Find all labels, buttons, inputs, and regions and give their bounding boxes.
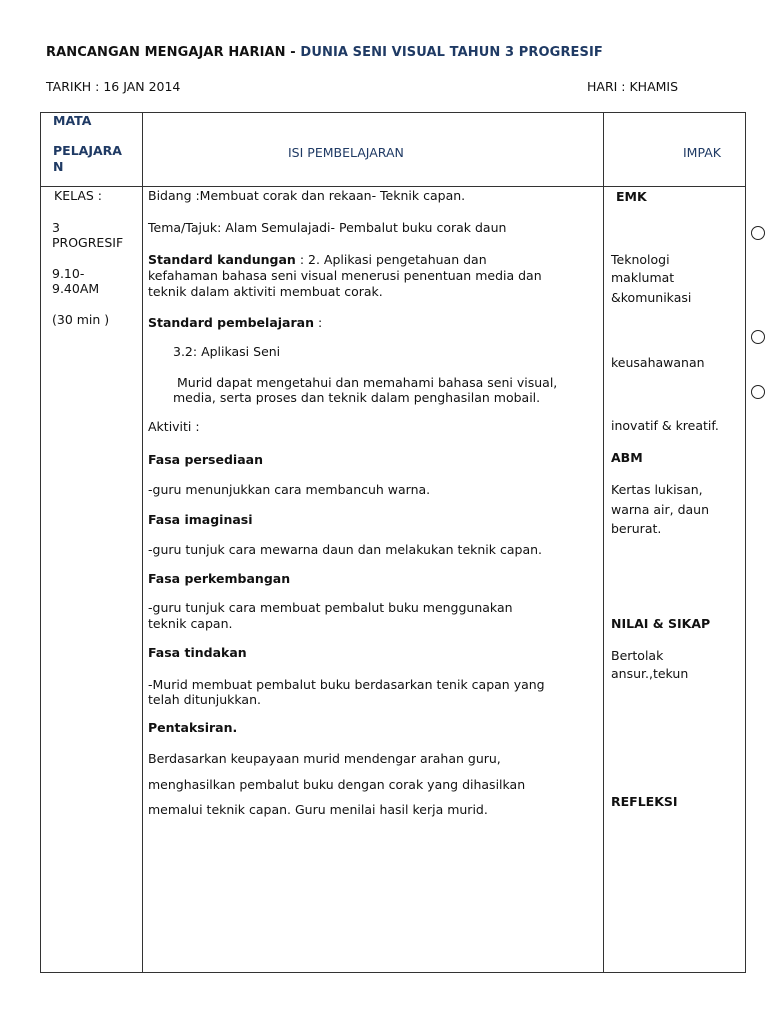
time-line1: 9.10- xyxy=(52,266,85,281)
abm-line1: Kertas lukisan, xyxy=(611,482,703,497)
fasa-perkembangan-title: Fasa perkembangan xyxy=(148,571,291,586)
sp-desc-line2: media, serta proses dan teknik dalam penghasilan mobail. xyxy=(173,390,541,405)
fasa-persediaan-title: Fasa persediaan xyxy=(148,452,263,467)
fasa-tindakan-line1: -Murid membuat pembalut buku berdasarkan tenik capan yang xyxy=(148,677,545,692)
nilai-line2: ansur.,tekun xyxy=(611,666,689,681)
emk-line2: maklumat xyxy=(611,270,675,285)
abm-title: ABM xyxy=(611,450,643,465)
bidang-text: Bidang :Membuat corak dan rekaan- Teknik capan. xyxy=(148,188,466,203)
time-line2: 9.40AM xyxy=(52,281,100,296)
day-field: HARI : KHAMIS xyxy=(587,79,679,94)
document-title xyxy=(46,45,603,60)
inovatif: inovatif & kreatif. xyxy=(611,418,719,433)
fasa-imaginasi-title: Fasa imaginasi xyxy=(148,512,253,527)
emk-title: EMK xyxy=(616,189,647,204)
fasa-tindakan-line2: telah ditunjukkan. xyxy=(148,692,261,707)
tema-text: Tema/Tajuk: Alam Semulajadi- Pembalut buku corak daun xyxy=(148,220,507,235)
header-impak: IMPAK xyxy=(683,145,721,160)
circle-bullet-icon xyxy=(751,385,765,399)
fasa-tindakan-title: Fasa tindakan xyxy=(148,645,247,660)
header-mata-line1: MATA xyxy=(53,113,92,128)
circle-bullet-icon xyxy=(751,226,765,240)
nilai-sikap-title: NILAI & SIKAP xyxy=(611,616,711,631)
table-top-border xyxy=(40,112,746,113)
column-divider-2 xyxy=(603,112,604,973)
pentaksiran-title: Pentaksiran. xyxy=(148,720,238,735)
nilai-line1: Bertolak xyxy=(611,648,664,663)
title-subject: DUNIA SENI VISUAL TAHUN 3 PROGRESIF xyxy=(300,45,603,60)
abm-line2: warna air, daun xyxy=(611,502,710,517)
pentaksiran-line2: menghasilkan pembalut buku dengan corak yang dihasilkan xyxy=(148,777,526,792)
standard-pembelajaran-label: Standard pembelajaran xyxy=(148,315,314,330)
sp-desc-line1: Murid dapat mengetahui dan memahami bahasa seni visual, xyxy=(177,375,558,390)
fasa-imaginasi-text: -guru tunjuk cara mewarna daun dan melakukan teknik capan. xyxy=(148,542,543,557)
duration: (30 min ) xyxy=(52,312,110,327)
standard-kandungan xyxy=(148,252,487,267)
fasa-persediaan-text: -guru menunjukkan cara membancuh warna. xyxy=(148,482,431,497)
fasa-perkembangan-line2: teknik capan. xyxy=(148,616,233,631)
abm-line3: berurat. xyxy=(611,521,662,536)
table-left-border xyxy=(40,112,41,973)
column-divider-1 xyxy=(142,112,143,973)
class-line2: PROGRESIF xyxy=(52,235,124,250)
sp-item: 3.2: Aplikasi Seni xyxy=(173,344,281,359)
table-bottom-border xyxy=(40,972,746,973)
keusahawanan: keusahawanan xyxy=(611,355,705,370)
header-mata-line2: PELAJARA xyxy=(53,143,122,158)
table-right-border xyxy=(745,112,746,973)
refleksi-title: REFLEKSI xyxy=(611,794,678,809)
pentaksiran-line1: Berdasarkan keupayaan murid mendengar arahan guru, xyxy=(148,751,501,766)
kelas-label: KELAS : xyxy=(54,188,103,203)
class-line1: 3 xyxy=(52,220,60,235)
aktiviti-label: Aktiviti : xyxy=(148,419,200,434)
emk-line1: Teknologi xyxy=(611,252,670,267)
emk-line3: &komunikasi xyxy=(611,290,692,305)
standard-kandungan-line1: : 2. Aplikasi pengetahuan dan xyxy=(295,252,487,267)
header-divider xyxy=(40,186,746,187)
circle-bullet-icon xyxy=(751,330,765,344)
header-isi-pembelajaran: ISI PEMBELAJARAN xyxy=(288,145,404,160)
standard-kandungan-line2: kefahaman bahasa seni visual menerusi penentuan media dan xyxy=(148,268,542,283)
date-field: TARIKH : 16 JAN 2014 xyxy=(46,79,181,94)
pentaksiran-line3: memalui teknik capan. Guru menilai hasil kerja murid. xyxy=(148,802,488,817)
standard-kandungan-line3: teknik dalam aktiviti membuat corak. xyxy=(148,284,383,299)
title-prefix: RANCANGAN MENGAJAR HARIAN - xyxy=(46,45,301,60)
standard-pembelajaran xyxy=(148,315,322,330)
standard-kandungan-label: Standard kandungan xyxy=(148,252,296,267)
standard-pembelajaran-colon: : xyxy=(313,315,323,330)
header-mata-line3: N xyxy=(53,159,64,174)
fasa-perkembangan-line1: -guru tunjuk cara membuat pembalut buku menggunakan xyxy=(148,600,513,615)
